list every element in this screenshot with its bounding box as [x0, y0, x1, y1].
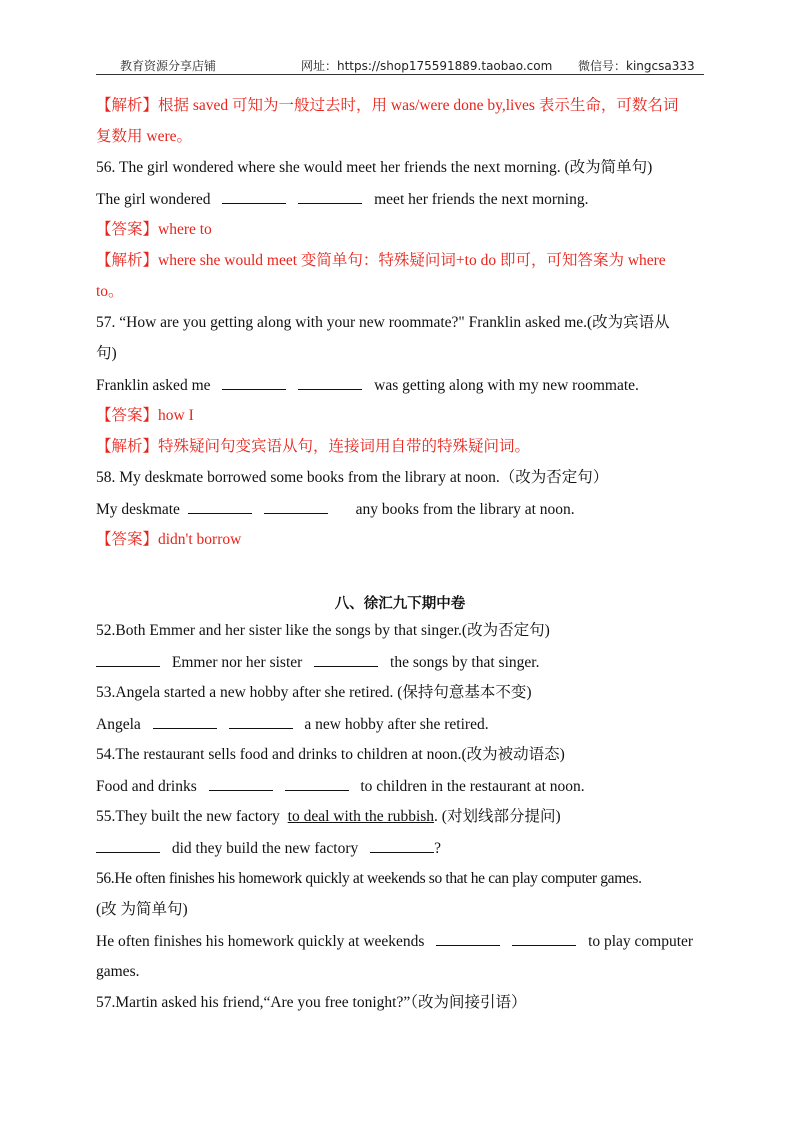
s55-text-pre: 55.They built the new factory: [96, 808, 280, 825]
question-56-fill-line: [96, 189, 708, 210]
question-58-prompt: 58. My deskmate borrowed some books from the library at noon.（改为否定句）: [96, 469, 609, 486]
s55-text-mid: did they build the new factory: [171, 840, 359, 857]
question-56-prompt: 56. The girl wondered where she would meet her friends the next morning. (改为简单句): [96, 159, 653, 176]
section-q56-prompt-line1: 56.He often finishes his homework quickly at weekends so that he can play computer games.: [96, 870, 642, 887]
answer-57: 【答案】how I: [96, 407, 194, 424]
s53-text-post: a new hobby after she retired.: [304, 716, 489, 733]
s55-underlined-phrase: to deal with the rubbish: [287, 808, 435, 825]
s52-text-post: the songs by that singer.: [390, 654, 540, 671]
section-q56-prompt-line2: (改 为简单句): [96, 901, 188, 918]
s52-text-mid: Emmer nor her sister: [171, 654, 303, 671]
s55-text-end: ?: [434, 840, 442, 857]
s53-text-pre: Angela: [96, 716, 141, 733]
s56-blank-2[interactable]: [512, 931, 576, 946]
s54-blank-1[interactable]: [209, 776, 273, 791]
section-q52-prompt: 52.Both Emmer and her sister like the songs by that singer.(改为否定句): [96, 622, 550, 639]
header-divider: [96, 74, 704, 75]
q57-text-pre: Franklin asked me: [96, 377, 211, 394]
s56-blank-1[interactable]: [436, 931, 500, 946]
s56-text-post: to play computer: [588, 933, 694, 950]
q58-blank-2[interactable]: [264, 499, 328, 514]
header-wechat: 微信号：kingcsa333: [578, 59, 695, 73]
s53-blank-1[interactable]: [153, 714, 217, 729]
section-q54-prompt: 54.The restaurant sells food and drinks to children at noon.(改为被动语态): [96, 746, 565, 763]
s52-blank-2[interactable]: [314, 652, 378, 667]
answer-57-explanation: 【解析】特殊疑问句变宾语从句，连接词用自带的特殊疑问词。: [96, 438, 531, 455]
q57-text-post: was getting along with my new roommate.: [374, 377, 639, 394]
section-q55-prompt: [96, 807, 708, 827]
q57-blank-2[interactable]: [298, 375, 362, 390]
section-q55-fill-line: [96, 838, 708, 859]
question-57-fill-line: [96, 375, 708, 396]
section-q56-fill-line2: games.: [96, 963, 140, 980]
page-header: [96, 55, 704, 75]
s55-text-post: . (对划线部分提问): [434, 808, 561, 825]
q57-blank-1[interactable]: [222, 375, 286, 390]
header-website: 网址：https://shop175591889.taobao.com: [301, 59, 553, 73]
question-57-prompt-line1: 57. “How are you getting along with your new roommate?" Franklin asked me.(改为宾语从: [96, 314, 670, 331]
section-q54-fill-line: [96, 776, 708, 797]
answer-56: 【答案】where to: [96, 221, 212, 238]
question-57-prompt-line2: 句): [96, 345, 117, 362]
q56-text-post: meet her friends the next morning.: [374, 191, 589, 208]
section-title: 八、徐汇九下期中卷: [334, 596, 466, 612]
s54-text-post: to children in the restaurant at noon.: [360, 778, 585, 795]
section-q52-fill-line: [96, 652, 708, 673]
q58-text-pre: My deskmate: [96, 501, 180, 518]
question-58-fill-line: [96, 499, 708, 520]
q58-blank-1[interactable]: [188, 499, 252, 514]
s52-blank-1[interactable]: [96, 652, 160, 667]
answer-55-explanation-line2: 复数用 were。: [96, 128, 192, 145]
s54-blank-2[interactable]: [285, 776, 349, 791]
q58-text-post: any books from the library at noon.: [355, 501, 575, 518]
s55-blank-1[interactable]: [96, 838, 160, 853]
q56-blank-1[interactable]: [222, 189, 286, 204]
section-q53-fill-line: [96, 714, 708, 735]
section-q57-prompt: 57.Martin asked his friend,“Are you free tonight?”（改为间接引语）: [96, 994, 527, 1011]
section-q56-fill-line: [96, 931, 708, 952]
answer-55-explanation-line1: 【解析】根据 saved 可知为一般过去时，用 was/were done by,lives 表示生命，可数名词: [96, 97, 679, 114]
s54-text-pre: Food and drinks: [96, 778, 197, 795]
section-q53-prompt: 53.Angela started a new hobby after she retired. (保持句意基本不变): [96, 684, 532, 701]
header-shop-name: 教育资源分享店铺: [120, 59, 217, 73]
answer-58: 【答案】didn't borrow: [96, 531, 242, 548]
q56-blank-2[interactable]: [298, 189, 362, 204]
answer-56-explanation-line1: 【解析】where she would meet 变简单句：特殊疑问词+to do 即可，可知答案为 where: [96, 252, 666, 269]
s56-text-pre: He often finishes his homework quickly at weekends: [96, 933, 425, 950]
s55-blank-2[interactable]: [370, 838, 434, 853]
s53-blank-2[interactable]: [229, 714, 293, 729]
q56-text-pre: The girl wondered: [96, 191, 211, 208]
answer-56-explanation-line2: to。: [96, 283, 124, 300]
